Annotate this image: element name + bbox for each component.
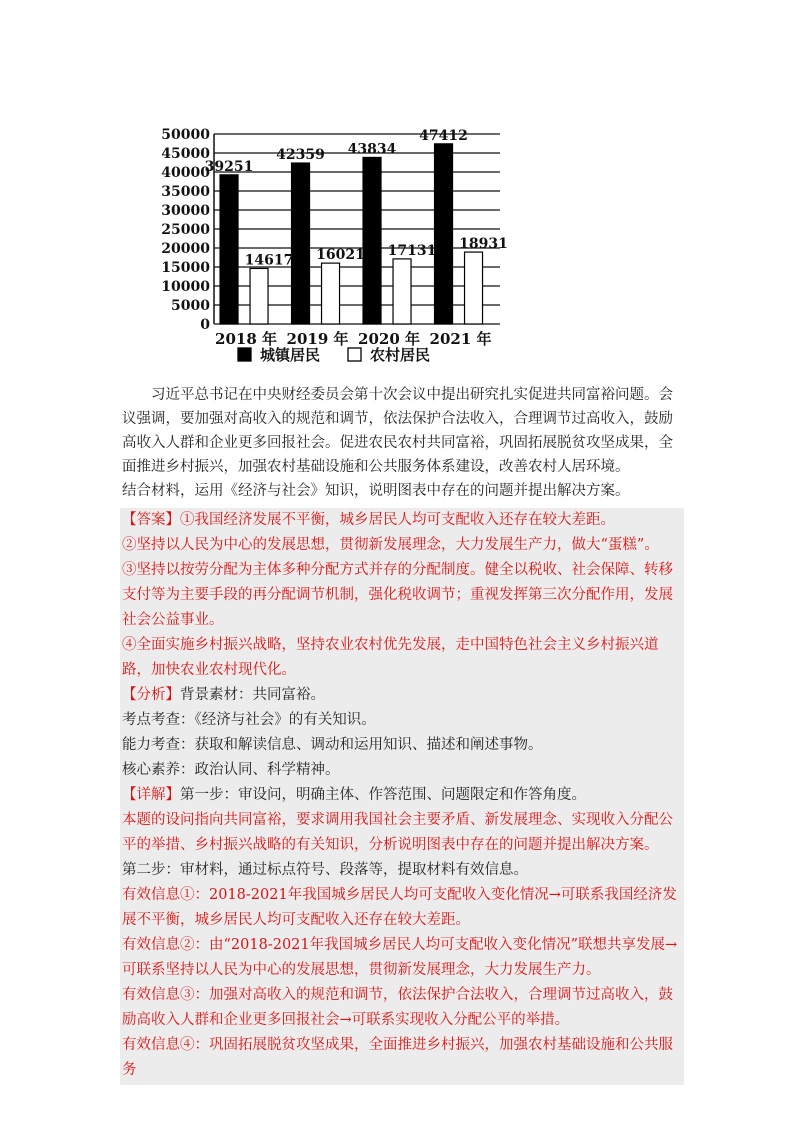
y-tick-label: 30000 — [161, 203, 210, 219]
detail-step-1: 第一步：审设问，明确主体、作答范围、问题限定和作答角度。 — [180, 787, 586, 803]
detail-info-2: 有效信息②：由“2018-2021年我国城乡居民人均可支配收入变化情况”联想共享发展→可联系坚持以人民为中心的发展思想，贯彻新发展理念，大力发展生产力。 — [122, 937, 678, 978]
y-tick-label: 20000 — [161, 241, 210, 257]
legend-swatch — [238, 348, 251, 361]
legend-label: 农村居民 — [370, 346, 431, 364]
x-tick-label: 2019 年 — [286, 330, 349, 348]
x-tick-label: 2018 年 — [215, 330, 278, 348]
bar-农村居民 — [393, 259, 411, 324]
bar-农村居民 — [250, 268, 268, 324]
analysis-tag: 【分析】 — [122, 687, 180, 703]
answer-point-4: ④全面实施乡村振兴战略，坚持农业农村优先发展，走中国特色社会主义乡村振兴道路，加快农业农村现代化。 — [122, 637, 659, 678]
data-label: 39251 — [204, 158, 254, 175]
y-tick-label: 45000 — [161, 146, 210, 162]
detail-first-line — [122, 783, 684, 808]
x-tick-label: 2021 年 — [429, 330, 492, 348]
analysis-line: 考点考查：《经济与社会》的有关知识。 — [122, 712, 376, 728]
data-label: 18931 — [459, 236, 508, 253]
question-text: 结合材料，运用《经济与社会》知识，说明图表中存在的问题并提出解决方案。 — [122, 483, 630, 499]
answer-tag: 【答案】 — [122, 512, 180, 528]
y-tick-label: 0 — [200, 317, 210, 333]
answer-point-2: ②坚持以人民为中心的发展思想，贯彻新发展理念，大力发展生产力，做大“蛋糕”。 — [122, 537, 659, 553]
bar-农村居民 — [465, 252, 483, 324]
y-tick-label: 15000 — [161, 260, 210, 276]
y-axis-ticks — [161, 127, 210, 333]
detail-info-4: 有效信息④：巩固拓展脱贫攻坚成果，全面推进乡村振兴，加强农村基础设施和公共服务 — [122, 1037, 673, 1078]
bar-城镇居民 — [435, 144, 453, 324]
detail-line: 本题的设问指向共同富裕，要求调用我国社会主要矛盾、新发展理念、实现收入分配公平的举措、乡村振兴战略的有关知识，分析说明图表中存在的问题并提出解决方案。 — [122, 812, 673, 853]
data-label: 47412 — [419, 127, 468, 144]
y-tick-label: 35000 — [161, 184, 210, 200]
bar-城镇居民 — [292, 163, 310, 324]
y-tick-label: 10000 — [161, 279, 210, 295]
detail-step-2: 第二步：审材料，通过标点符号、段落等，提取材料有效信息。 — [122, 862, 528, 878]
analysis-background: 背景素材：共同富裕。 — [180, 687, 325, 703]
x-axis-ticks — [215, 330, 491, 348]
data-label: 14617 — [244, 252, 294, 269]
legend-label: 城镇居民 — [260, 346, 321, 364]
answer-first-line — [122, 508, 684, 533]
detail-info-3: 有效信息③：加强对高收入的规范和调节，依法保护合法收入，合理调节过高收入，鼓励高收入人群和企业更多回报社会→可联系实现收入分配公平的举措。 — [122, 987, 673, 1028]
material-text — [122, 383, 682, 503]
data-label: 42359 — [276, 147, 325, 164]
bar-城镇居民 — [363, 157, 381, 324]
data-label: 43834 — [347, 141, 397, 158]
x-tick-label: 2020 年 — [358, 330, 421, 348]
answer-point-1: ①我国经济发展不平衡，城乡居民人均可支配收入还存在较大差距。 — [180, 512, 615, 528]
detail-info-1: 有效信息①：2018-2021年我国城乡居民人均可支配收入变化情况→可联系我国经济发展不平衡，城乡居民人均可支配收入还存在较大差距。 — [122, 887, 677, 928]
y-tick-label: 25000 — [161, 222, 210, 238]
legend-swatch — [348, 348, 361, 361]
y-tick-label: 40000 — [161, 165, 210, 181]
y-tick-label: 50000 — [161, 127, 210, 143]
data-label: 17131 — [387, 242, 437, 259]
bar-城镇居民 — [220, 175, 238, 324]
data-label: 16021 — [316, 247, 365, 264]
answer-block — [120, 508, 684, 1085]
y-tick-label: 5000 — [171, 298, 210, 314]
analysis-line: 能力考查：获取和解读信息、调动和运用知识、描述和阐述事物。 — [122, 737, 543, 753]
analysis-first-line — [122, 683, 684, 708]
detail-tag: 【详解】 — [122, 787, 180, 803]
chart-legend — [238, 346, 430, 364]
material-paragraph: 习近平总书记在中央财经委员会第十次会议中提出研究扎实促进共同富裕问题。会议强调，要加强对高收入的规范和调节，依法保护合法收入，合理调节过高收入，鼓励高收入人群和企业更多回报社会。促进农民农村共同富裕，巩固拓展脱贫攻坚成果，全面推进乡村振兴，加强农村基础设施和公共服务体系建设，改善农村人居环境。 — [122, 387, 673, 475]
bar-农村居民 — [322, 263, 340, 324]
income-bar-chart — [150, 112, 510, 382]
chart-bars — [220, 144, 483, 324]
analysis-line: 核心素养：政治认同、科学精神。 — [122, 762, 340, 778]
answer-point-3: ③坚持以按劳分配为主体多种分配方式并存的分配制度。健全以税收、社会保障、转移支付等为主要手段的再分配调节机制，强化税收调节；重视发挥第三次分配作用，发展社会公益事业。 — [122, 562, 673, 628]
